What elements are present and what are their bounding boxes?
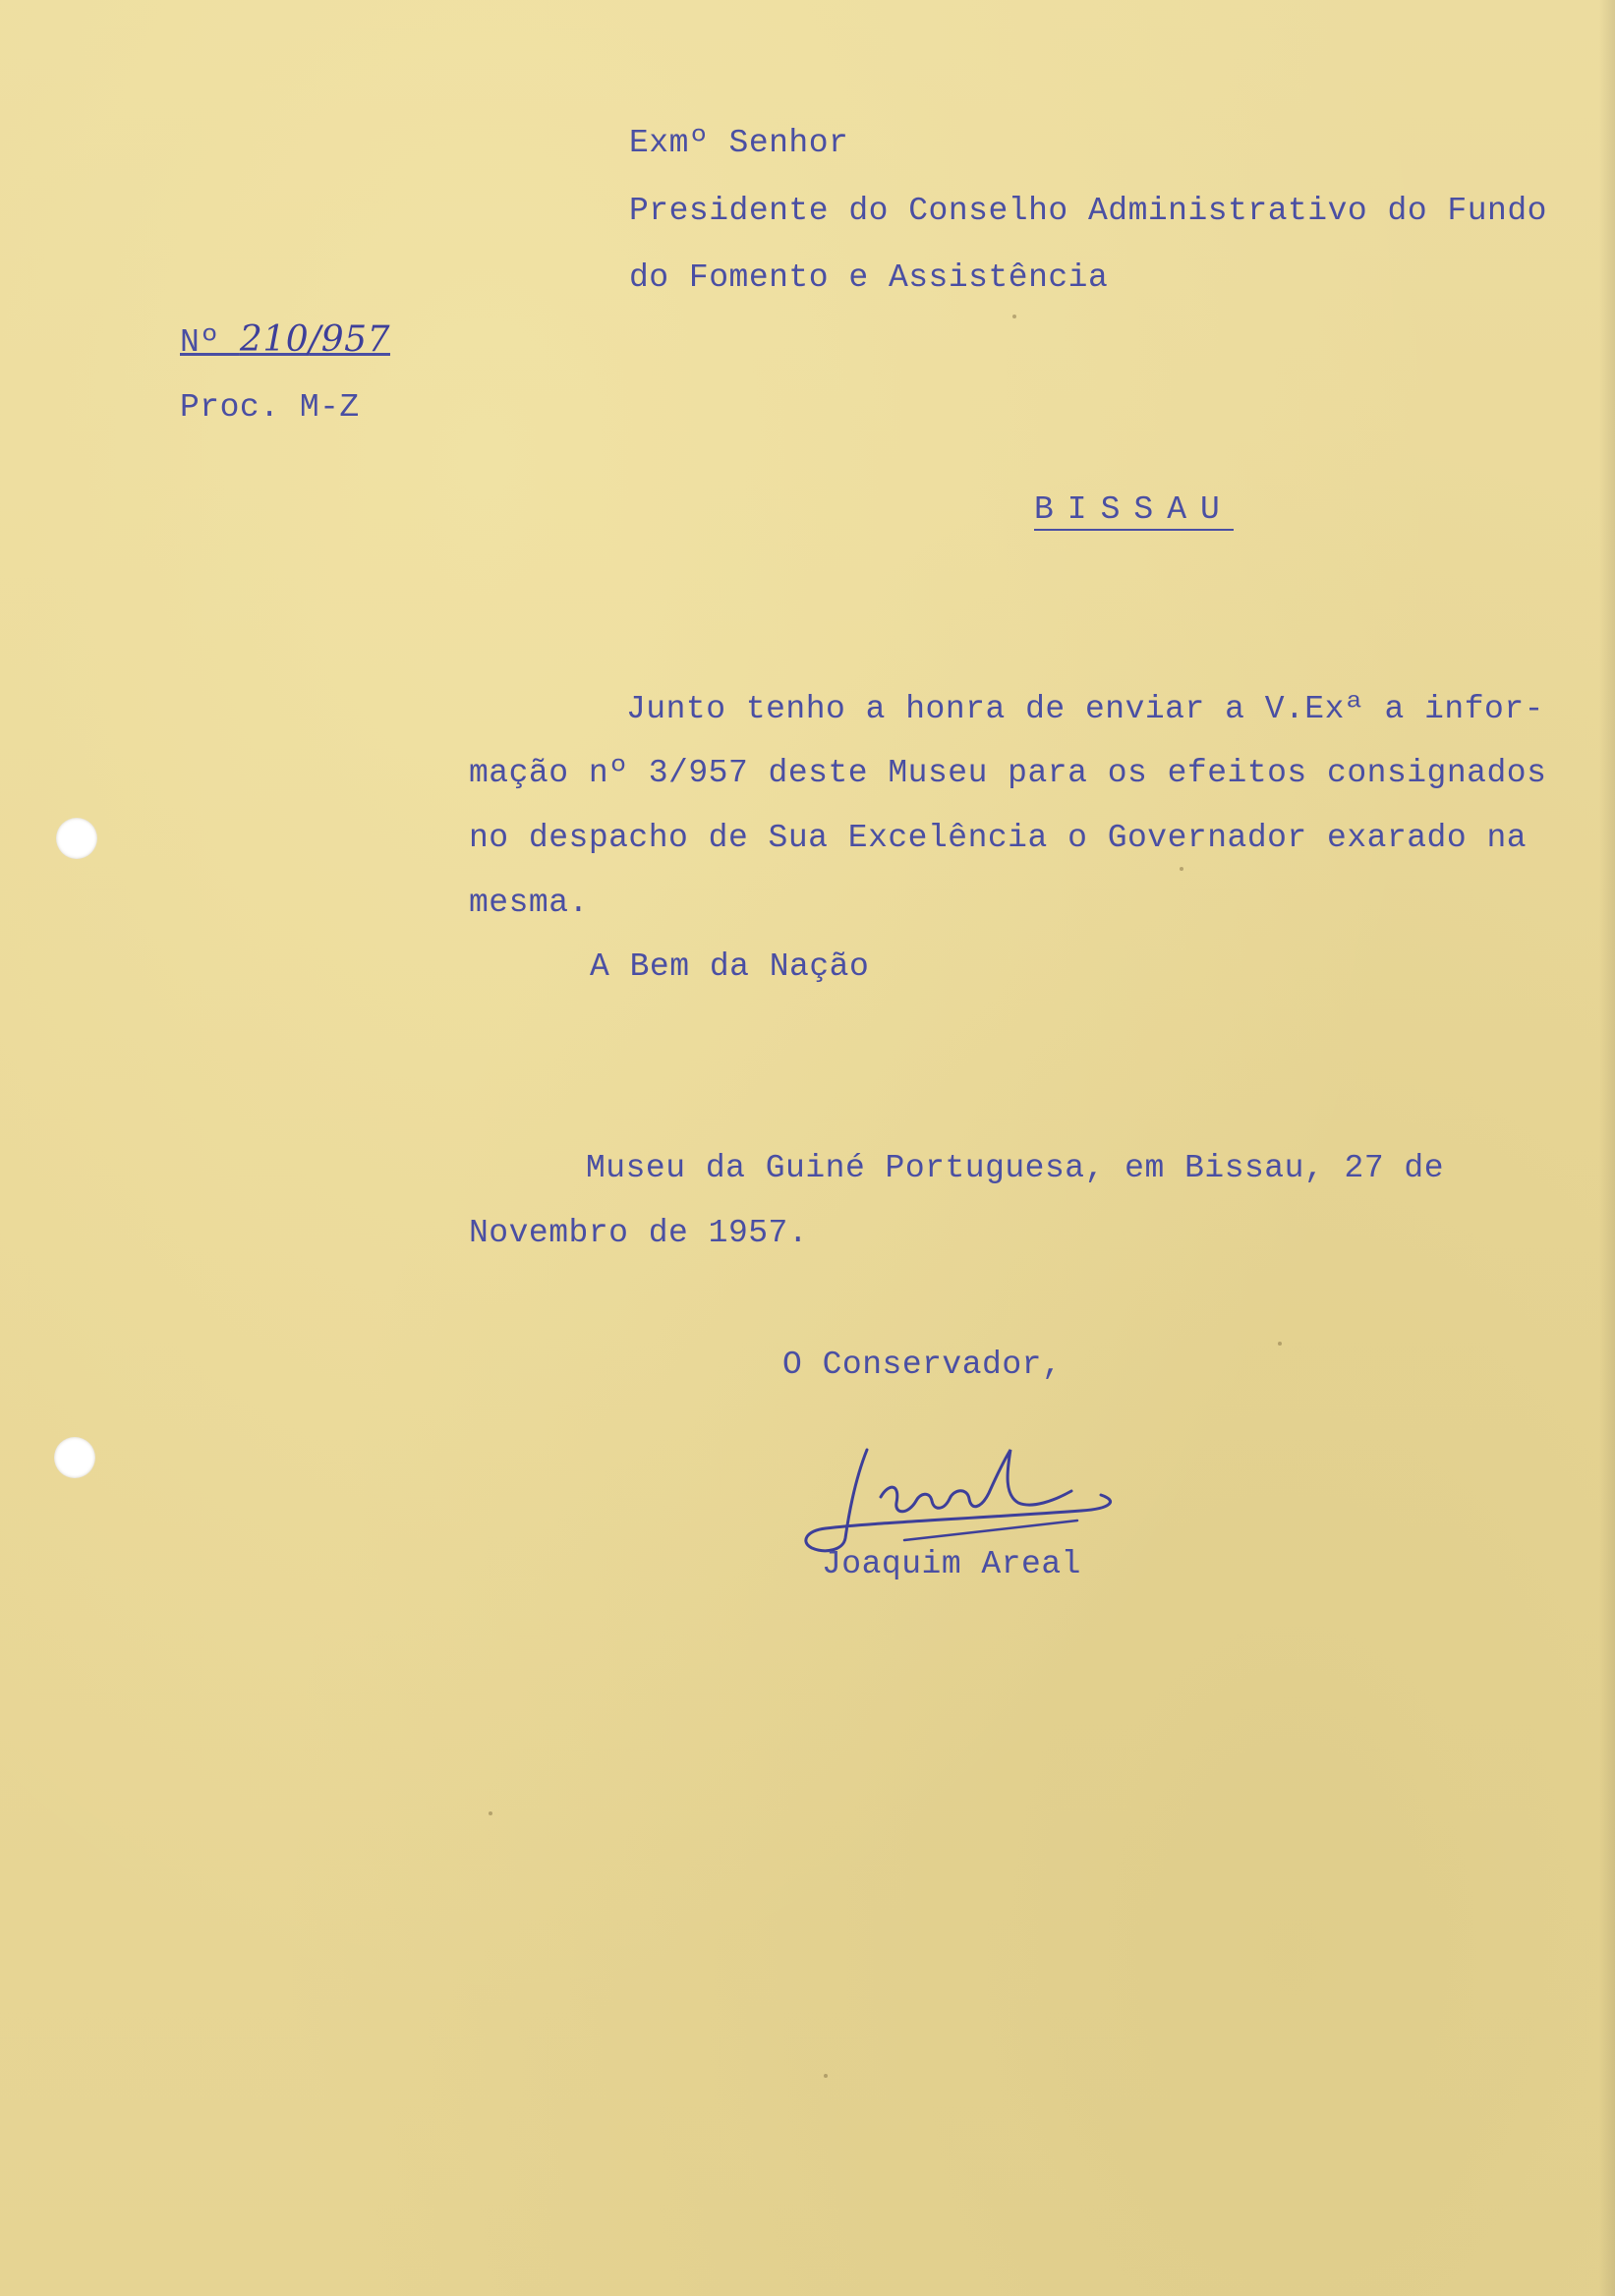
process-reference: Proc. M-Z (180, 389, 360, 426)
addressee-salutation: Exmº Senhor (629, 125, 849, 161)
greeting: A Bem da Nação (590, 948, 870, 985)
punch-hole-bottom (54, 1437, 95, 1478)
dateline-1: Museu da Guiné Portuguesa, em Bissau, 27 de (586, 1150, 1445, 1186)
city-heading: BISSAU (1034, 491, 1234, 531)
dateline-2: Novembro de 1957. (469, 1215, 809, 1251)
reference-number (180, 319, 390, 361)
reference-number-prefix: Nº (180, 324, 240, 361)
body-line-3: no despacho de Sua Excelência o Governador exarado na (469, 820, 1528, 856)
body-line-4: mesma. (469, 885, 589, 921)
paper-edge-shadow (1599, 0, 1615, 2296)
body-line-2: mação nº 3/957 deste Museu para os efeitos consignados (469, 755, 1547, 791)
reference-number-suffix: /957 (309, 319, 390, 360)
signer-name: Joaquim Areal (822, 1546, 1081, 1582)
reference-number-handwritten: 210 (239, 319, 310, 360)
signature-icon (786, 1420, 1121, 1558)
paper-speck (1278, 1342, 1282, 1346)
punch-hole-top (56, 818, 97, 859)
addressee-line-1: Presidente do Conselho Administrativo do Fundo (629, 193, 1547, 229)
paper-speck (824, 2074, 828, 2078)
paper-speck (1180, 867, 1183, 871)
body-line-1: Junto tenho a honra de enviar a V.Exª a infor- (626, 691, 1544, 727)
addressee-line-2: do Fomento e Assistência (629, 259, 1109, 296)
paper-speck (1012, 315, 1016, 318)
paper-speck (489, 1811, 492, 1815)
closing: O Conservador, (782, 1347, 1063, 1383)
